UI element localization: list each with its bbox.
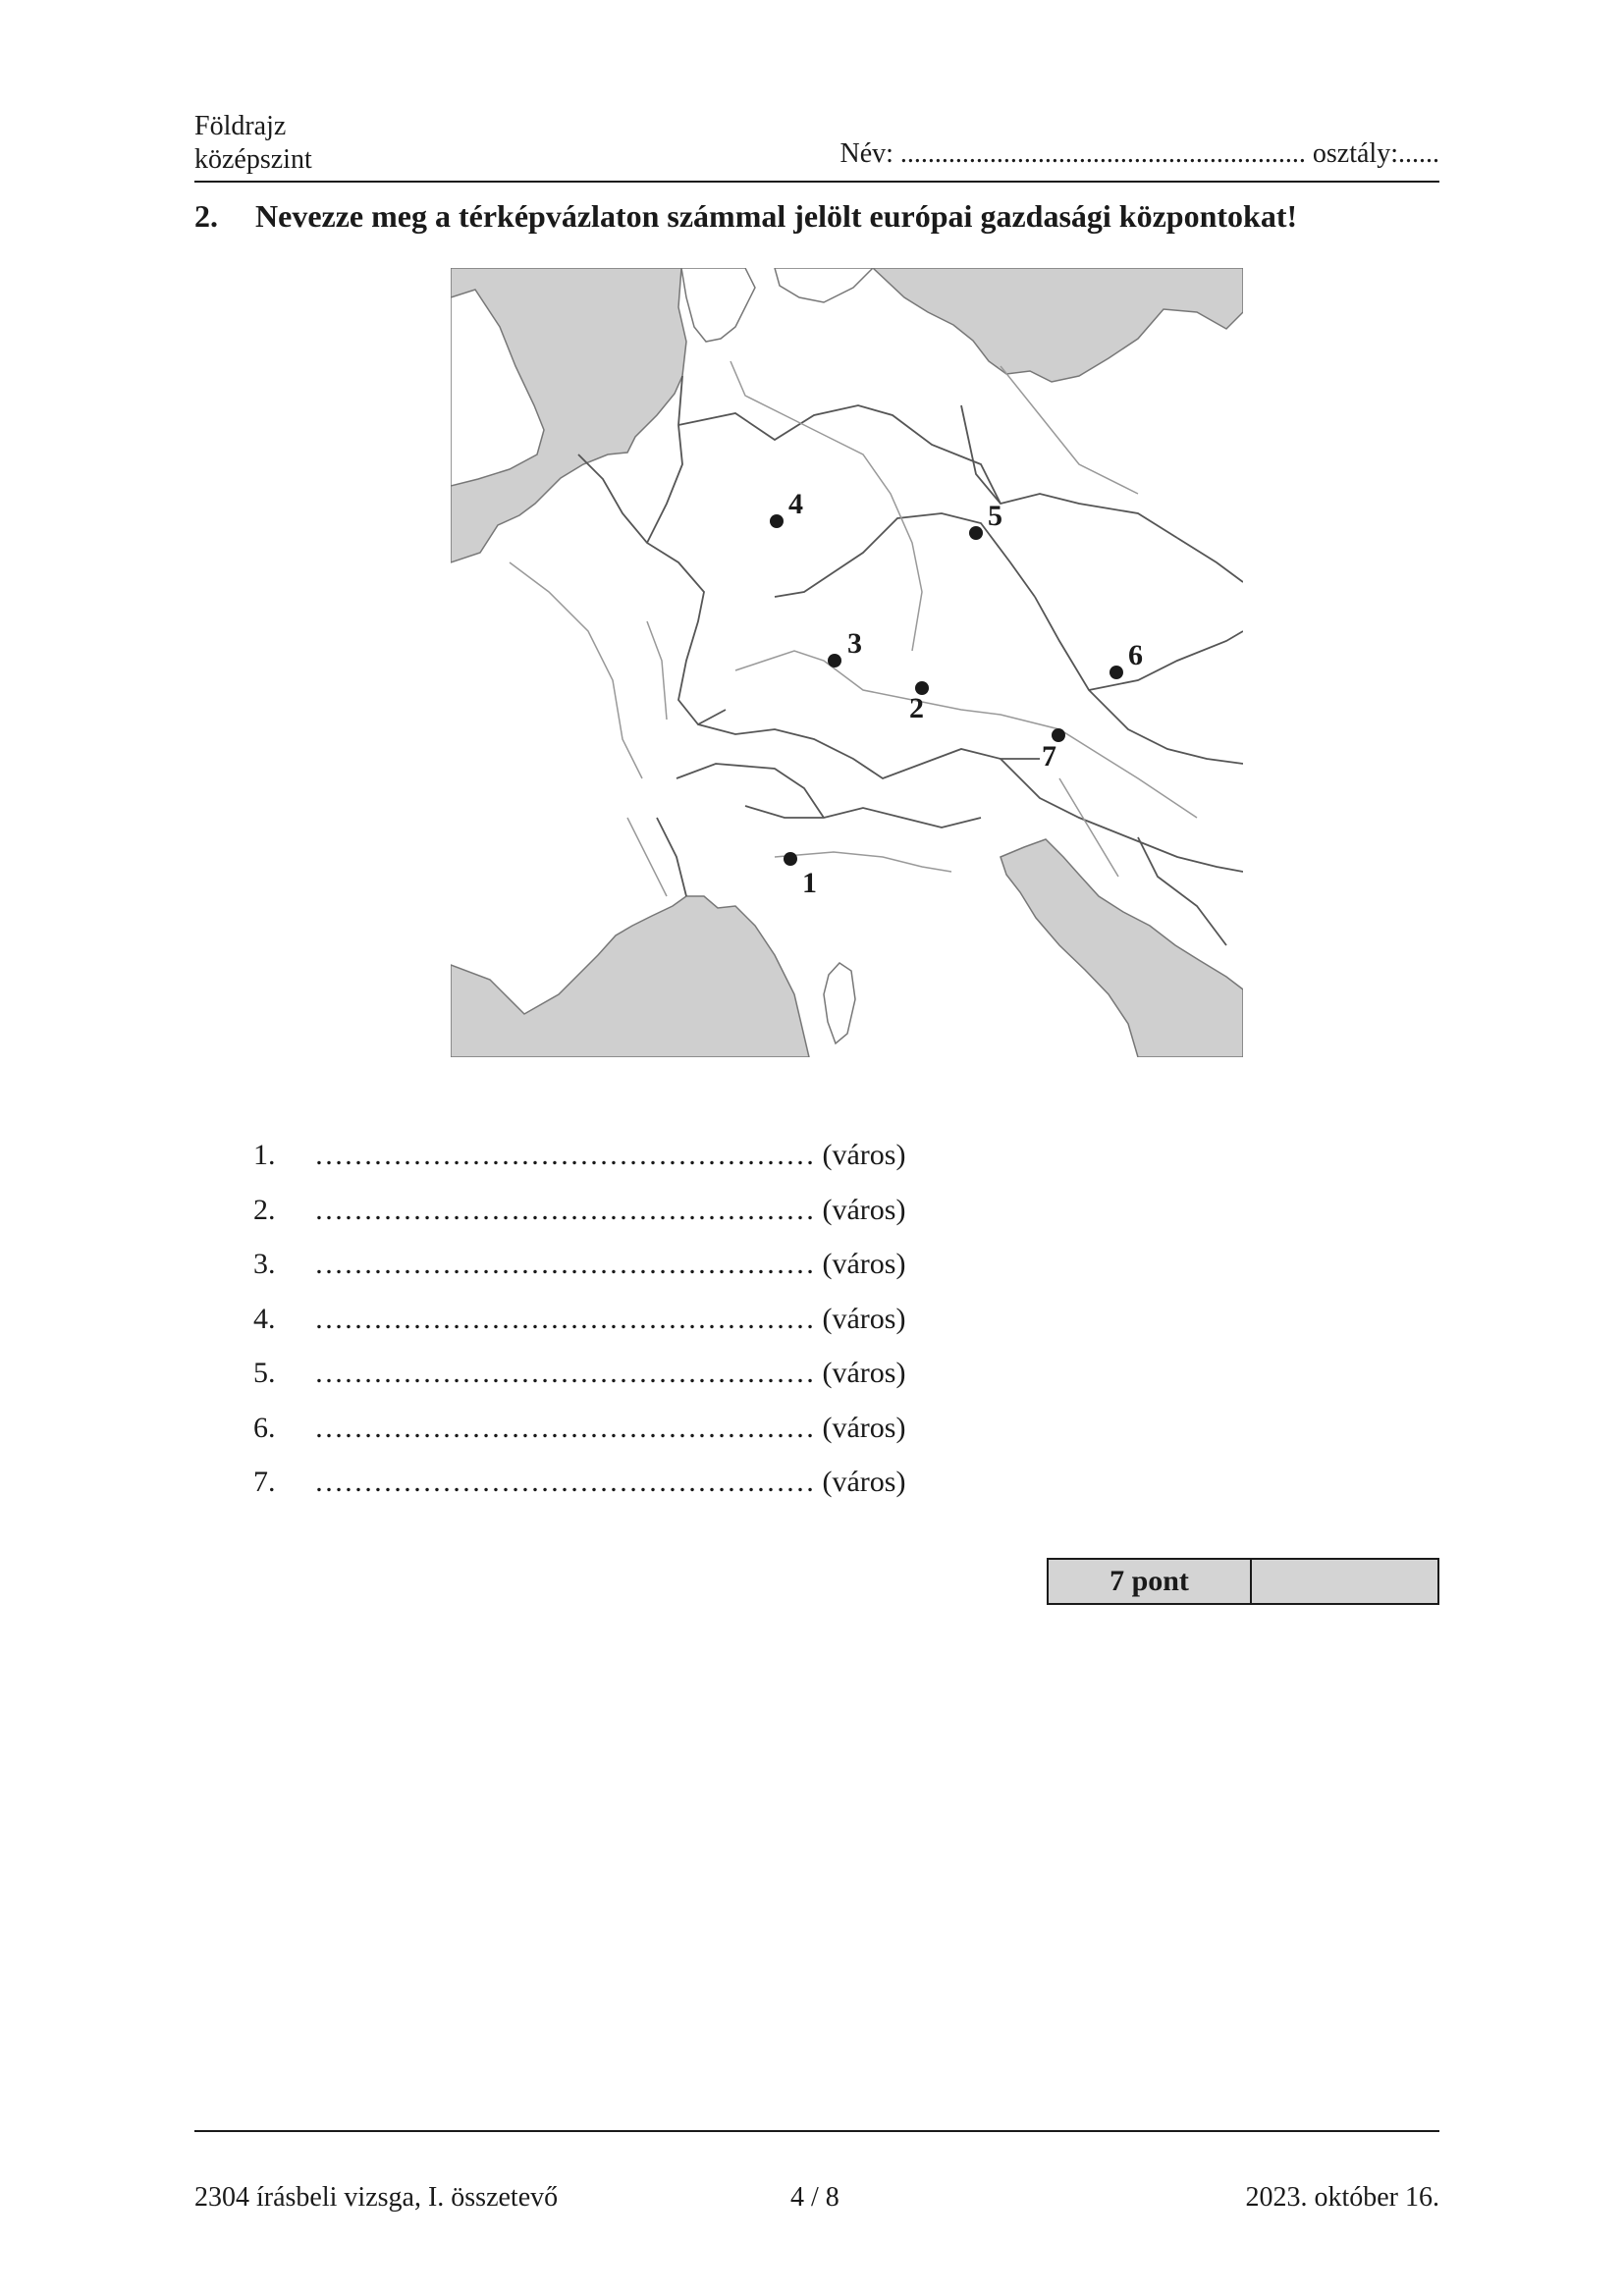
city-marker-label: 1 [802,867,817,899]
answer-number: 1. [253,1139,276,1171]
city-marker-label: 4 [788,488,803,520]
city-marker-1 [784,852,797,866]
answer-number: 3. [253,1248,276,1280]
footer-rule [194,2130,1439,2132]
header-rule [194,181,1439,183]
answer-row[interactable] [253,1134,905,1189]
answer-number: 7. [253,1466,276,1498]
city-marker-label: 2 [909,692,924,724]
footer-page-number: 4 / 8 [790,2182,839,2213]
city-marker-label: 6 [1128,639,1143,671]
answer-blank[interactable]: …………………………………………… (város) [314,1139,906,1171]
header-subject [194,110,312,177]
answer-blank[interactable]: …………………………………………… (város) [314,1302,906,1335]
city-marker-label: 5 [988,500,1002,532]
header-subject-level: középszint [194,144,312,175]
answer-row[interactable] [253,1407,905,1462]
city-marker-5 [969,526,983,540]
header-subject-title: Földrajz [194,111,287,141]
task-text: Nevezze meg a térképvázlaton számmal jelölt európai gazdasági központokat! [255,198,1298,234]
score-box [1047,1558,1439,1605]
header-name-field: Név: ........................................................... osztály:...... [839,138,1439,169]
answer-row[interactable] [253,1298,905,1353]
answer-row[interactable] [253,1461,905,1516]
city-marker-4 [770,514,784,528]
answer-row[interactable] [253,1243,905,1298]
task-heading [194,196,1297,236]
answer-blank[interactable]: …………………………………………… (város) [314,1248,906,1280]
footer-exam-label: 2304 írásbeli vizsga, I. összetevő [194,2182,559,2213]
score-points-label: 7 pont [1048,1559,1251,1604]
answer-number: 2. [253,1193,276,1226]
europe-sketch-map [451,268,1243,1057]
answer-blank[interactable]: …………………………………………… (város) [314,1193,906,1226]
answer-row[interactable] [253,1189,905,1244]
score-earned-field[interactable] [1251,1559,1438,1604]
city-marker-label: 7 [1042,740,1056,773]
answer-blank[interactable]: …………………………………………… (város) [314,1411,906,1444]
answer-number: 4. [253,1302,276,1335]
answer-row[interactable] [253,1352,905,1407]
answer-blank[interactable]: …………………………………………… (város) [314,1466,906,1498]
task-number: 2. [194,198,218,234]
answer-list [253,1134,905,1516]
answer-number: 5. [253,1357,276,1389]
city-marker-3 [828,654,841,667]
footer-date: 2023. október 16. [1245,2182,1439,2213]
answer-number: 6. [253,1411,276,1444]
city-marker-6 [1110,666,1123,679]
answer-blank[interactable]: …………………………………………… (város) [314,1357,906,1389]
city-marker-label: 3 [847,627,862,660]
